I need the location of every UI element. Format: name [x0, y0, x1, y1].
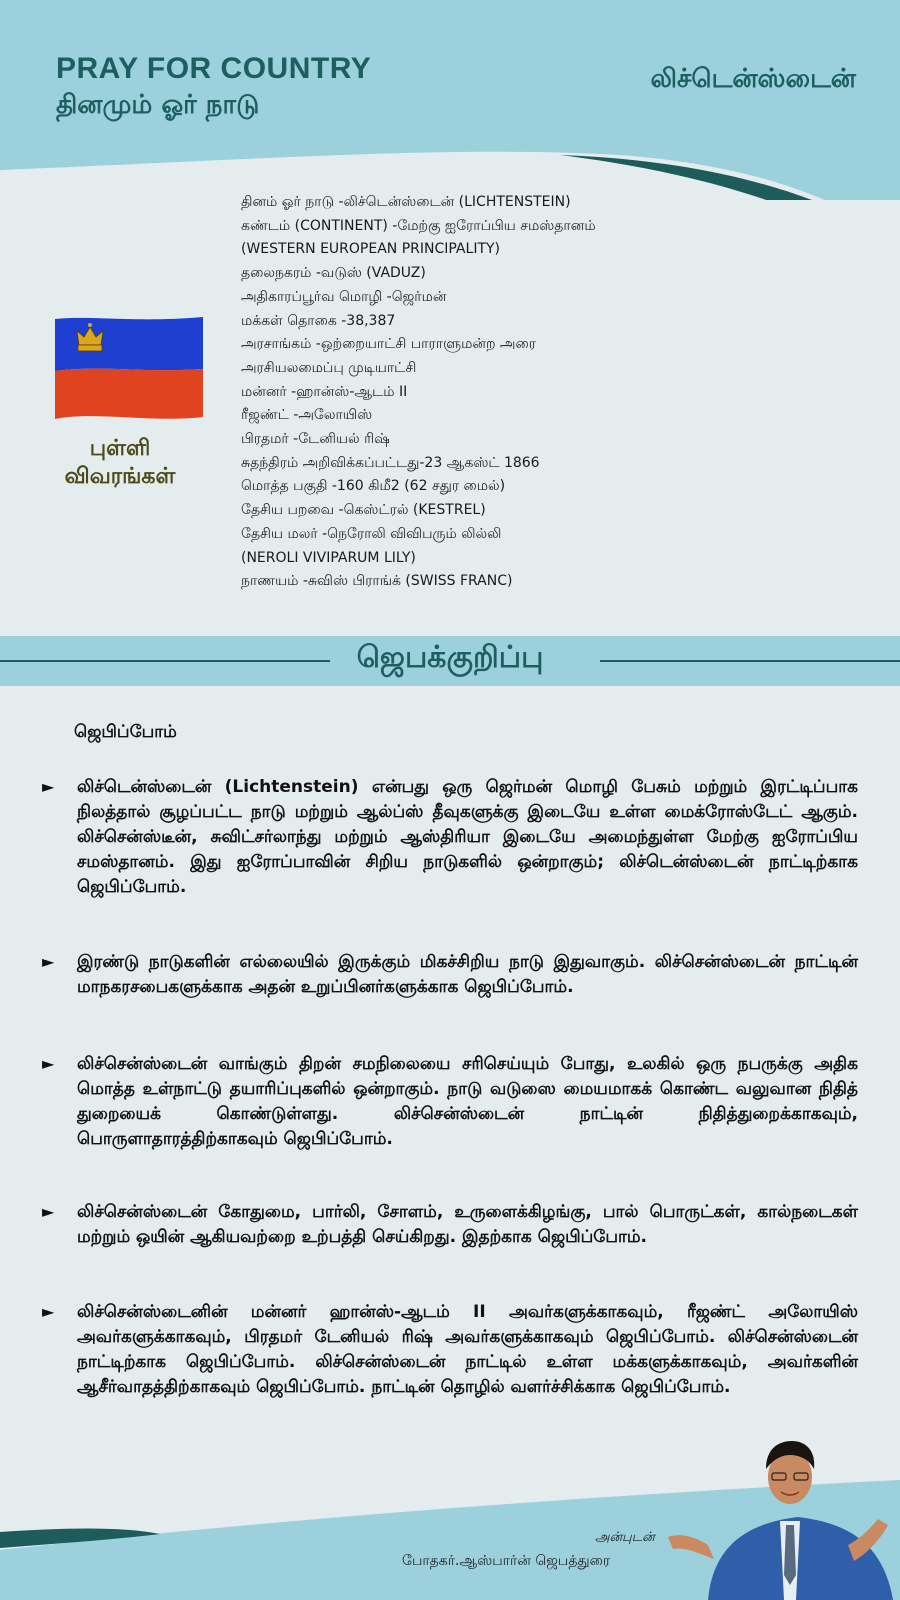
prayer-point-text: லிச்சென்ஸ்டைனின் மன்னர் ஹான்ஸ்-ஆடம் II அவர்களுக்காகவும், ரீஜண்ட் அலோயிஸ் அவர்களுக்காகவும், பிரதமர் டேனியல் ரிஷ் அவர்களுக்காகவும் ஜெபிப்போம். லிச்சென்ஸ்டைன் நாட்டிற்காக ஜெபிப்போம். லிச்சென்ஸ்டைன் நாட்டில் உள்ள மக்களுக்காகவும், அவர்களின் ஆசீர்வாதத்திற்காகவும் ஜெபிப்போம். நாட்டின் தொழில் வளர்ச்சிக்காக ஜெபிப்போம்.	[77, 1302, 858, 1397]
page-title-tamil: தினமும் ஓர் நாடு	[56, 90, 260, 120]
prayer-section-heading	[0, 640, 900, 679]
bullet-arrow-icon: ►	[42, 1054, 55, 1073]
pastor-photo	[668, 1425, 900, 1600]
signature-name: போதகர்.ஆஸ்பார்ன் ஜெபத்துரை	[402, 1553, 611, 1569]
bullet-arrow-icon: ►	[42, 952, 55, 971]
prayer-intro: ஜெபிப்போம்	[74, 722, 177, 742]
fact-line: மொத்த பகுதி -160 கிமீ2 (62 சதுர மைல்)	[241, 478, 506, 495]
fact-line: தலைநகரம் -வடுஸ் (VADUZ)	[241, 265, 426, 282]
fact-line: (NEROLI VIVIPARUM LILY)	[241, 549, 416, 566]
fact-line: தேசிய மலர் -நெரோலி விவிபரும் லில்லி	[241, 525, 502, 542]
fact-line: மன்னர் -ஹான்ஸ்-ஆடம் II	[241, 383, 408, 400]
prayer-point	[42, 1052, 858, 1152]
prayer-point	[42, 950, 858, 1000]
fact-line: (WESTERN EUROPEAN PRINCIPALITY)	[241, 241, 501, 258]
prayer-heading-text: ஜெபக்குறிப்பு	[341, 640, 560, 675]
fact-line: தினம் ஓர் நாடு -லிச்டென்ஸ்டைன் (LICHTENSTEIN)	[241, 194, 571, 210]
bullet-arrow-icon: ►	[42, 1302, 55, 1321]
country-facts-list	[241, 191, 711, 594]
prayer-point-text: லிச்சென்ஸ்டைன் வாங்கும் திறன் சமநிலையை சரிசெய்யும் போது, உலகில் ஒரு நபருக்கு அதிக மொத்த உள்நாட்டு தயாரிப்புகளில் ஒன்றாகும். நாடு வடுஸை மையமாகக் கொண்ட வலுவான நிதித் துறையைக் கொண்டுள்ளது. லிச்சென்ஸ்டைன் நாட்டின் நிதித்துறைக்காகவும், பொருளாதாரத்திற்காகவும் ஜெபிப்போம்.	[77, 1054, 858, 1149]
fact-line: தேசிய பறவை -கெஸ்ட்ரல் (KESTREL)	[241, 502, 486, 519]
prayer-point-text: லிச்டென்ஸ்டைன் (Lichtenstein) என்பது ஒரு ஜெர்மன் மொழி பேசும் மற்றும் இரட்டிப்பாக நிலத்தால் சூழப்பட்ட நாடு மற்றும் ஆல்ப்ஸ் தீவுகளுக்கு இடையே உள்ள மைக்ரோஸ்டேட் ஆகும். லிச்சென்ஸ்டீன், சுவிட்சர்லாந்து மற்றும் ஆஸ்திரியா இடையே அமைந்துள்ள மேற்கு ஐரோப்பிய சமஸ்தானம். இது ஐரோப்பாவின் சிறிய நாடுகளில் ஒன்றாகும்; லிச்டென்ஸ்டைன் நாட்டிற்காக ஜெபிப்போம்.	[77, 777, 858, 897]
fact-line: சுதந்திரம் அறிவிக்கப்பட்டது-23 ஆகஸ்ட் 1866	[241, 454, 540, 471]
prayer-section-bar	[0, 636, 900, 686]
country-name-heading: லிச்டென்ஸ்டைன்	[650, 64, 856, 94]
fact-line: அரசியலமைப்பு முடியாட்சி	[241, 359, 417, 376]
facts-label-line-1: புள்ளி	[89, 436, 151, 461]
signature-greeting: அன்புடன்	[595, 1530, 655, 1545]
liechtenstein-flag-image	[53, 315, 205, 421]
page-title-english: PRAY FOR COUNTRY	[56, 52, 372, 85]
prayer-point-text: இரண்டு நாடுகளின் எல்லையில் இருக்கும் மிகச்சிறிய நாடு இதுவாகும். லிச்சென்ஸ்டைன் நாட்டின் மாநகரசபைகளுக்காக அதன் உறுப்பினர்களுக்காக ஜெபிப்போம்.	[77, 952, 858, 997]
fact-line: பிரதமர் -டேனியல் ரிஷ்	[241, 431, 390, 448]
prayer-point	[42, 1300, 858, 1400]
prayer-point-text: லிச்சென்ஸ்டைன் கோதுமை, பார்லி, சோளம், உருளைக்கிழங்கு, பால் பொருட்கள், கால்நடைகள் மற்றும் ஒயின் ஆகியவற்றை உற்பத்தி செய்கிறது. இதற்காக ஜெபிப்போம்.	[77, 1202, 858, 1247]
fact-line: மக்கள் தொகை -38,387	[241, 312, 396, 329]
prayer-point	[42, 775, 858, 900]
facts-label-line-2: விவரங்கள்	[64, 464, 176, 489]
fact-line: அதிகாரப்பூர்வ மொழி -ஜெர்மன்	[241, 288, 447, 305]
fact-line: அரசாங்கம் -ஒற்றையாட்சி பாராளுமன்ற அரை	[241, 336, 536, 353]
fact-line: கண்டம் (CONTINENT) -மேற்கு ஐரோப்பிய சமஸ்தானம்	[241, 217, 596, 234]
fact-line: நாணயம் -சுவிஸ் பிராங்க் (SWISS FRANC)	[241, 573, 513, 590]
fact-line: ரீஜண்ட் -அலோயிஸ்	[241, 407, 373, 424]
bullet-arrow-icon: ►	[42, 777, 55, 796]
bullet-arrow-icon: ►	[42, 1202, 55, 1221]
facts-section-label	[30, 435, 210, 491]
prayer-point	[42, 1200, 858, 1250]
